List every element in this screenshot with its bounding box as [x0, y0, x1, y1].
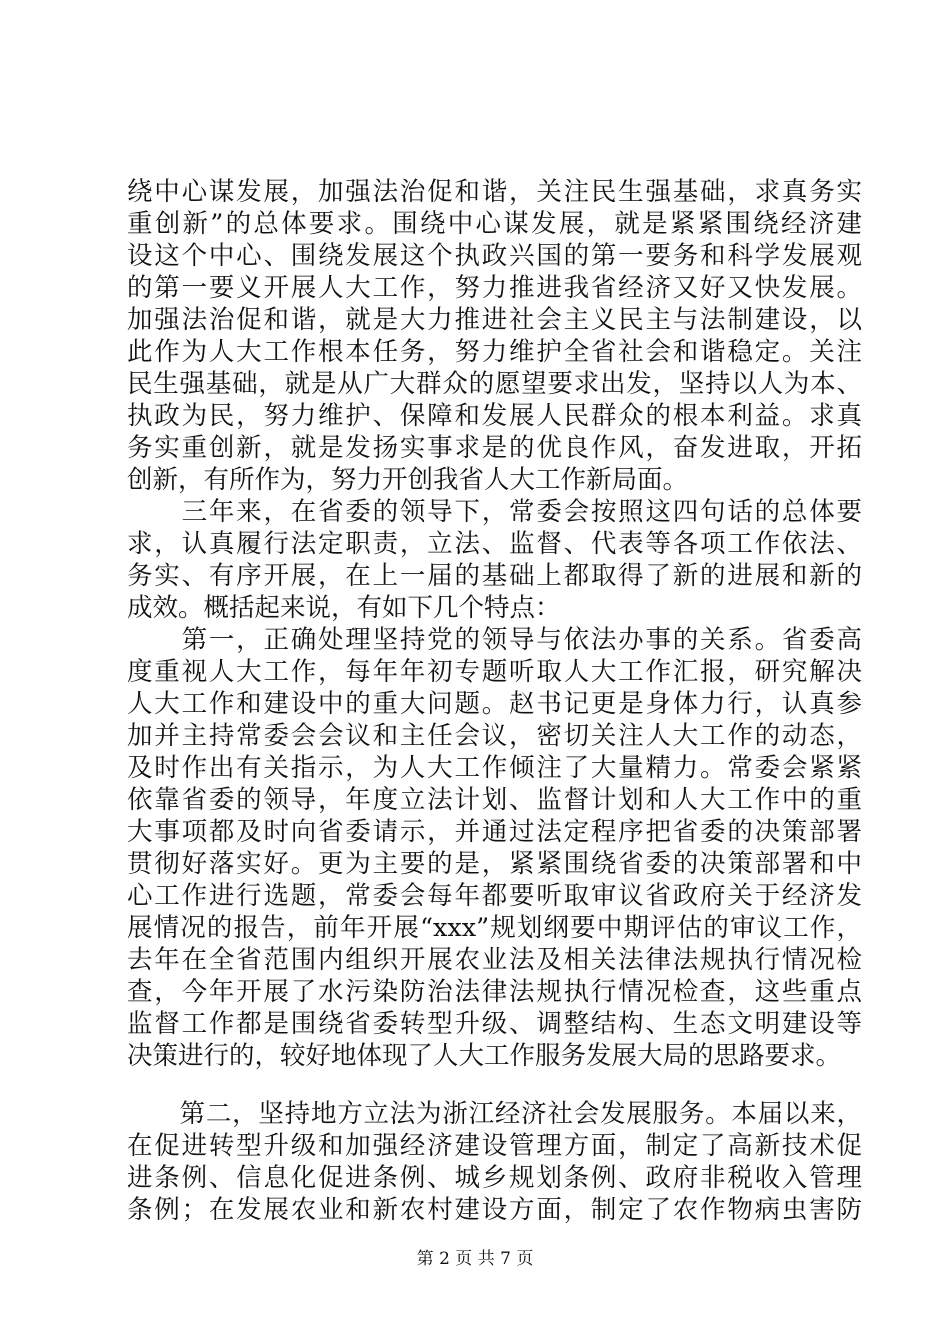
text-line: 心工作进行选题，常委会每年都要听取审议省政府关于经济发	[127, 881, 862, 911]
text-line: 重创新”的总体要求。围绕中心谋发展，就是紧紧围绕经济建	[127, 209, 862, 239]
text-line: 去年在全省范围内组织开展农业法及相关法律法规执行情况检	[127, 945, 862, 975]
text-line: 决策进行的，较好地体现了人大工作服务发展大局的思路要求。	[127, 1041, 842, 1071]
paragraph-gap	[127, 1072, 862, 1098]
text-line: 人大工作和建设中的重大问题。赵书记更是身体力行，认真参	[127, 689, 862, 719]
text-line: 度重视人大工作，每年年初专题听取人大工作汇报，研究解决	[127, 657, 862, 687]
text-line: 大事项都及时向省委请示，并通过法定程序把省委的决策部署	[127, 817, 862, 847]
text-line: 进条例、信息化促进条例、城乡规划条例、政府非税收入管理	[127, 1163, 862, 1193]
text-line: 及时作出有关指示，为人大工作倾注了大量精力。常委会紧紧	[127, 753, 862, 783]
text-line: 务实重创新，就是发扬实事求是的优良作风，奋发进取，开拓	[127, 433, 862, 463]
text-line: 第一，正确处理坚持党的领导与依法办事的关系。省委高	[127, 625, 862, 655]
text-line: 三年来，在省委的领导下，常委会按照这四句话的总体要	[127, 497, 862, 527]
text-line: 成效。概括起来说，有如下几个特点：	[127, 593, 561, 623]
text-block-main	[127, 176, 862, 1072]
text-line: 第二，坚持地方立法为浙江经济社会发展服务。本届以来，	[127, 1099, 862, 1129]
text-line: 依靠省委的领导，年度立法计划、监督计划和人大工作中的重	[127, 785, 862, 815]
text-line: 绕中心谋发展，加强法治促和谐，关注民生强基础，求真务实	[127, 177, 862, 207]
text-line: 务实、有序开展，在上一届的基础上都取得了新的进展和新的	[127, 561, 862, 591]
text-line: 贯彻好落实好。更为主要的是，紧紧围绕省委的决策部署和中	[127, 849, 862, 879]
text-line: 在促进转型升级和加强经济建设管理方面，制定了高新技术促	[127, 1131, 862, 1161]
text-line: 民生强基础，就是从广大群众的愿望要求出发，坚持以人为本、	[127, 369, 862, 399]
text-line: 展情况的报告，前年开展“xxx”规划纲要中期评估的审议工作，	[127, 913, 862, 943]
text-line: 执政为民，努力维护、保障和发展人民群众的根本利益。求真	[127, 401, 862, 431]
text-line: 查，今年开展了水污染防治法律法规执行情况检查，这些重点	[127, 977, 862, 1007]
text-line: 加并主持常委会会议和主任会议，密切关注人大工作的动态，	[127, 721, 862, 751]
text-line: 创新，有所作为，努力开创我省人大工作新局面。	[127, 465, 689, 495]
text-line: 求，认真履行法定职责，立法、监督、代表等各项工作依法、	[127, 529, 862, 559]
body-text	[127, 176, 862, 1226]
text-line: 条例；在发展农业和新农村建设方面，制定了农作物病虫害防	[127, 1195, 862, 1225]
text-line: 监督工作都是围绕省委转型升级、调整结构、生态文明建设等	[127, 1009, 862, 1039]
text-line: 设这个中心、围绕发展这个执政兴国的第一要务和科学发展观	[127, 241, 862, 271]
page-footer: 第 2 页 共 7 页	[416, 1249, 534, 1269]
text-line: 的第一要义开展人大工作，努力推进我省经济又好又快发展。	[127, 273, 862, 303]
text-line: 加强法治促和谐，就是大力推进社会主义民主与法制建设，以	[127, 305, 862, 335]
text-line: 此作为人大工作根本任务，努力维护全省社会和谐稳定。关注	[127, 337, 862, 367]
text-block-continued	[127, 1098, 862, 1226]
